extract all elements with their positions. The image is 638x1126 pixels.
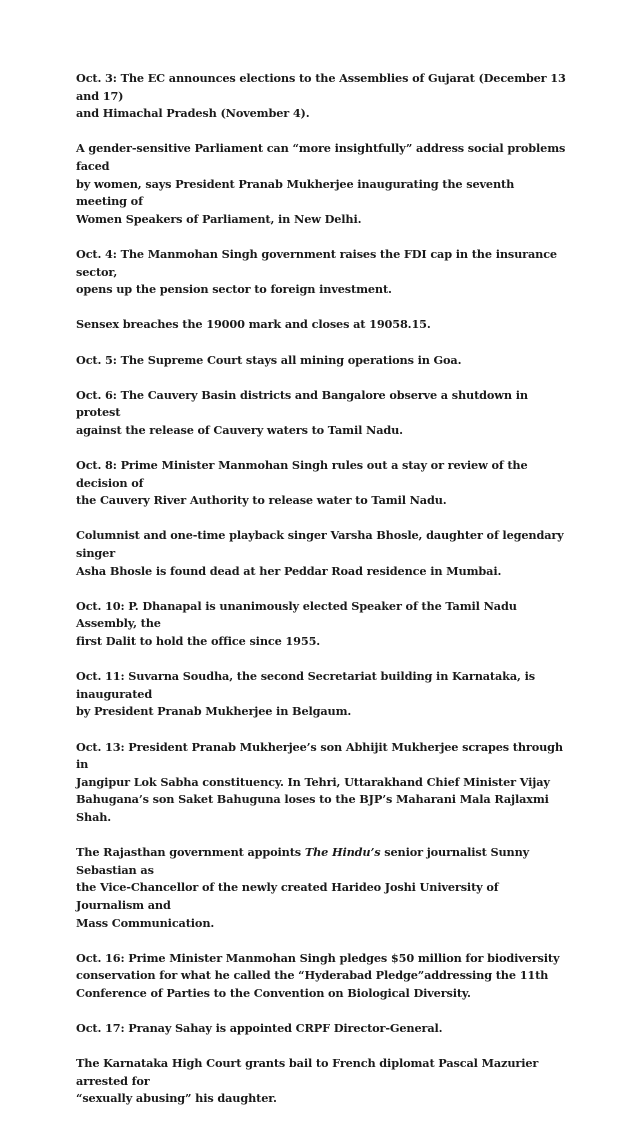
newspaper-name: The Hindu’s <box>304 845 381 860</box>
text-line: Oct. 11: Suvarna Soudha, the second Secretariat building in Karnataka, is inaugurated <box>76 669 535 701</box>
text-line: The Karnataka High Court grants bail to French diplomat Pascal Mazurier arrested for <box>76 1056 539 1088</box>
text-line: Oct. 17: Pranay Sahay is appointed CRPF Director-General. <box>76 1021 443 1036</box>
text-line: “sexually abusing” his daughter. <box>76 1091 277 1106</box>
paragraph-rajasthan-vc <box>76 844 566 932</box>
text-line: Women Speakers of Parliament, in New Delhi. <box>76 211 362 226</box>
paragraph-oct5-mining <box>76 352 566 370</box>
text-line: Jangipur Lok Sabha constituency. In Tehri, Uttarakhand Chief Minister Vijay <box>76 774 550 789</box>
paragraph-karnataka-high-court <box>76 1055 566 1108</box>
paragraph-oct6-cauvery <box>76 387 566 440</box>
text-line: first Dalit to hold the office since 1955. <box>76 634 321 648</box>
text-line: Oct. 13: President Pranab Mukherjee’s son Abhijit Mukherjee scrapes through in <box>76 739 563 772</box>
text-line: Conference of Parties to the Convention on Biological Diversity. <box>76 985 471 1000</box>
document-page <box>76 70 566 1126</box>
text-line: Oct. 10: P. Dhanapal is unanimously elected Speaker of the Tamil Nadu Assembly, the <box>76 598 517 631</box>
text-line: Bahugana’s son Saket Bahuguna loses to the BJP’s Maharani Mala Rajlaxmi Shah. <box>76 792 549 824</box>
text-line: by women, says President Pranab Mukherjee inaugurating the seventh meeting of <box>76 176 515 209</box>
paragraph-oct17-crpf <box>76 1020 566 1038</box>
text-line: opens up the pension sector to foreign investment. <box>76 282 392 297</box>
paragraph-oct16-biodiversity <box>76 950 566 1003</box>
text-line: Columnist and one-time playback singer Varsha Bhosle, daughter of legendary singer <box>76 528 564 561</box>
text-line: the Vice-Chancellor of the newly created Harideo Joshi University of Journalism and <box>76 880 499 912</box>
paragraph-oct3-elections <box>76 70 566 123</box>
text-line: Asha Bhosle is found dead at her Peddar Road residence in Mumbai. <box>76 563 502 578</box>
text-line: and Himachal Pradesh (November 4). <box>76 106 310 121</box>
text-line: against the release of Cauvery waters to Tamil Nadu. <box>76 422 403 437</box>
text-line: Oct. 8: Prime Minister Manmohan Singh rules out a stay or review of the decision of <box>76 458 528 490</box>
text-line: Mass Communication. <box>76 915 215 930</box>
text-segment: senior journalist Sunny Sebastian as <box>76 845 530 877</box>
paragraph-oct10-speaker <box>76 598 566 651</box>
text-line: Oct. 16: Prime Minister Manmohan Singh pledges $50 million for biodiversity <box>76 950 560 965</box>
text-segment: The Rajasthan government appoints <box>76 845 305 860</box>
paragraph-oct13-bypolls <box>76 739 566 827</box>
text-line: the Cauvery River Authority to release water to Tamil Nadu. <box>76 493 447 508</box>
text-line: Oct. 5: The Supreme Court stays all mining operations in Goa. <box>76 352 462 367</box>
paragraph-oct4-fdi <box>76 246 566 299</box>
paragraph-oct11-suvarna-soudha <box>76 668 566 721</box>
paragraph-oct8-cauvery-authority <box>76 457 566 510</box>
text-line: A gender-sensitive Parliament can “more insightfully” address social problems faced <box>76 141 566 173</box>
text-line: Sensex breaches the 19000 mark and closes at 19058.15. <box>76 317 431 332</box>
paragraph-gender-parliament <box>76 140 566 228</box>
text-line: Oct. 3: The EC announces elections to the Assemblies of Gujarat (December 13 and 17) <box>76 71 566 103</box>
text-line: Oct. 6: The Cauvery Basin districts and Bangalore observe a shutdown in protest <box>76 387 528 420</box>
text-line: conservation for what he called the “Hyderabad Pledge”addressing the 11th <box>76 968 549 983</box>
paragraph-sensex <box>76 316 566 334</box>
paragraph-varsha-bhosle <box>76 527 566 580</box>
text-line: Oct. 4: The Manmohan Singh government raises the FDI cap in the insurance sector, <box>76 246 557 279</box>
text-line: by President Pranab Mukherjee in Belgaum. <box>76 704 352 719</box>
